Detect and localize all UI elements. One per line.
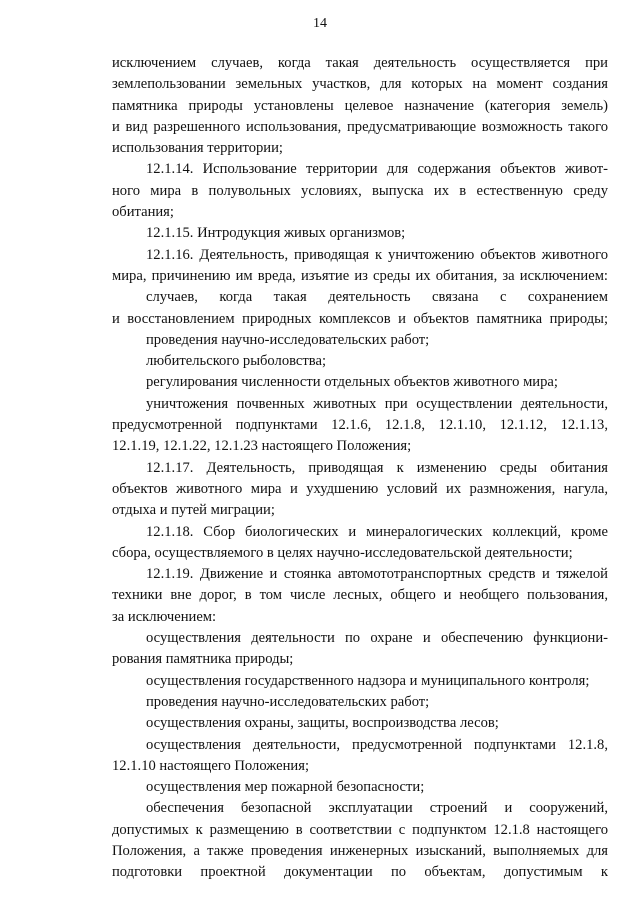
text-line: техники вне дорог, в том числе лесных, общего и необщего пользования, [112, 587, 608, 604]
text-line: 12.1.16. Деятельность, приводящая к уничтожению объектов животного [146, 246, 608, 263]
text-line: осуществления государственного надзора и муниципального контроля; [146, 672, 590, 689]
text-line: регулирования численности отдельных объектов животного мира; [146, 374, 558, 391]
text-line: 12.1.19, 12.1.22, 12.1.23 настоящего Положения; [112, 438, 412, 455]
text-line: осуществления деятельности по охране и обеспечению функциони- [146, 630, 608, 647]
text-line: Положения, а также проведения инженерных изысканий, выполняемых для [112, 842, 608, 859]
text-line: проведения научно-исследовательских работ; [146, 693, 430, 710]
text-line: любительского рыболовства; [146, 353, 327, 370]
text-line: и вид разрешенного использования, предусматривающие возможность такого [112, 118, 608, 135]
text-line: допустимых к размещению в соответствии с подпунктом 12.1.8 настоящего [112, 821, 608, 838]
text-line: за исключением: [112, 608, 217, 625]
text-line: памятника природы установлены целевое назначение (категория земель) [112, 97, 608, 114]
text-line: обеспечения безопасной эксплуатации строений и сооружений, [146, 800, 608, 817]
page-number: 14 [313, 16, 327, 31]
text-line: обитания; [112, 204, 174, 221]
text-line: 12.1.17. Деятельность, приводящая к изменению среды обитания [146, 459, 608, 476]
text-line: осуществления мер пожарной безопасности; [146, 779, 425, 796]
document-text [112, 53, 608, 884]
text-line: использования территории; [112, 140, 283, 157]
text-line: сбора, осуществляемого в целях научно-исследовательской деятельности; [112, 544, 573, 561]
text-line: объектов животного мира и ухудшению условий их размножения, нагула, [112, 480, 608, 497]
text-line: мира, причинению им вреда, изъятие из среды их обитания, за исключением: [112, 267, 608, 284]
text-line: осуществления деятельности, предусмотренной подпунктами 12.1.8, [146, 736, 608, 753]
text-line: исключением случаев, когда такая деятельность осуществляется при [112, 55, 608, 71]
text-line: землепользовании земельных участков, для которых на момент создания [112, 76, 608, 93]
text-line: 12.1.18. Сбор биологических и минералогических коллекций, кроме [146, 523, 608, 540]
text-line: 12.1.15. Интродукция живых организмов; [146, 225, 406, 242]
text-line: 12.1.14. Использование территории для содержания объектов живот- [146, 161, 608, 178]
text-line: проведения научно-исследовательских работ; [146, 331, 430, 348]
text-line: подготовки проектной документации по объектам, допустимым к [112, 864, 608, 881]
text-line: 12.1.10 настоящего Положения; [112, 757, 310, 774]
text-line: уничтожения почвенных животных при осуществлении деятельности, [146, 395, 608, 412]
text-line: и восстановлением природных комплексов и объектов памятника природы; [112, 310, 608, 327]
text-line: случаев, когда такая деятельность связана с сохранением [146, 289, 608, 306]
text-line: осуществления охраны, защиты, воспроизводства лесов; [146, 715, 499, 732]
text-line: ного мира в полувольных условиях, выпуска их в естественную среду [112, 182, 608, 199]
text-line: рования памятника природы; [112, 651, 294, 668]
text-line: 12.1.19. Движение и стоянка автомототранспортных средств и тяжелой [146, 566, 608, 583]
text-line: отдыха и путей миграции; [112, 502, 275, 519]
text-line: предусмотренной подпунктами 12.1.6, 12.1.8, 12.1.10, 12.1.12, 12.1.13, [112, 417, 608, 434]
